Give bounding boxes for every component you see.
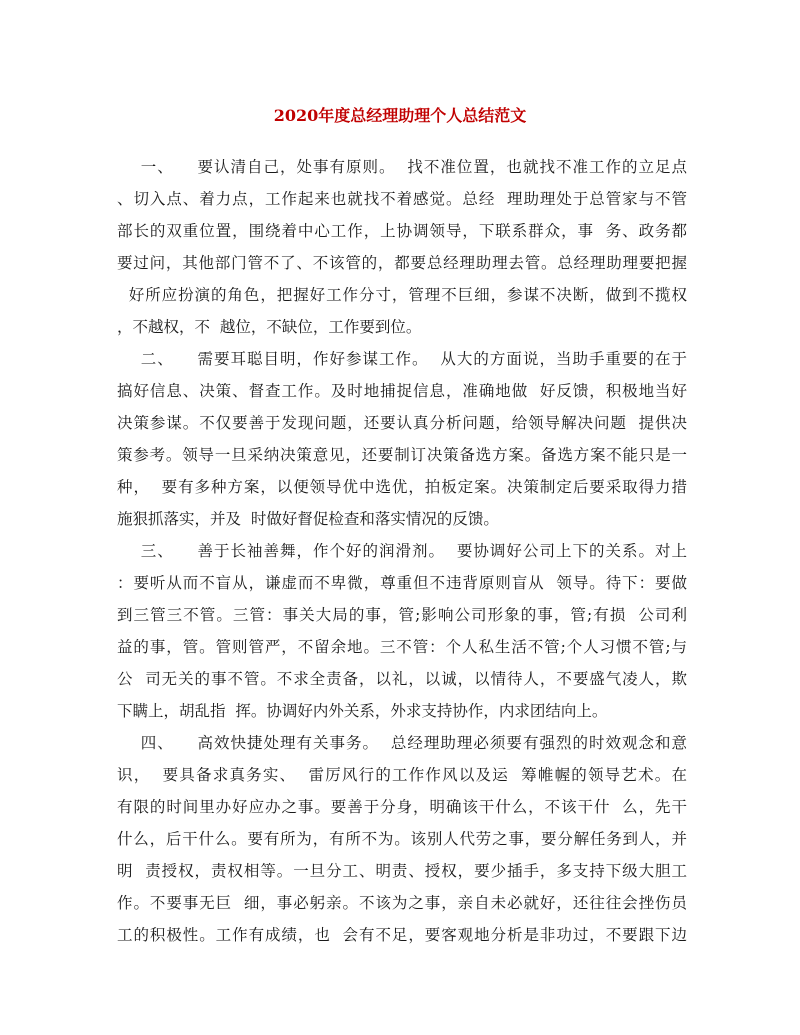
body-line: 有限的时间里办好应办之事。要善于分身，明确该干什么，不该干什 么，先干	[117, 798, 687, 816]
body-line: 、切入点、着力点，工作起来也就找不着感觉。总经 理助理处于总管家与不管	[117, 190, 687, 208]
body-line: 搞好信息、决策、督查工作。及时地捕捉信息，准确地做 好反馈，积极地当好	[117, 382, 687, 400]
body-line: 二、 需要耳聪目明，作好参谋工作。 从大的方面说，当助手重要的在于	[117, 350, 687, 368]
body-line: 下瞒上，胡乱指 挥。协调好内外关系，外求支持协作，内求团结向上。	[117, 702, 608, 720]
body-line: 施狠抓落实，并及 时做好督促检查和落实情况的反馈。	[117, 510, 499, 528]
body-line: 决策参谋。不仅要善于发现问题，还要认真分析问题，给领导解决问题 提供决	[117, 414, 687, 432]
body-line: ：要听从而不盲从，谦虚而不卑微，尊重但不违背原则盲从 领导。待下：要做	[117, 574, 687, 592]
body-line: 要过问，其他部门管不了、不该管的，都要总经理助理去管。总经理助理要把握	[117, 254, 687, 272]
document-body	[117, 151, 687, 951]
body-line: 到三管三不管。三管：事关大局的事，管;影响公司形象的事，管;有损 公司利	[117, 606, 687, 624]
body-line: 一、 要认清自己，处事有原则。 找不准位置，也就找不准工作的立足点	[117, 158, 687, 176]
body-line: 三、 善于长袖善舞，作个好的润滑剂。 要协调好公司上下的关系。对上	[117, 542, 687, 560]
body-line: 种， 要有多种方案，以便领导优中选优，拍板定案。决策制定后要采取得力措	[117, 478, 687, 496]
body-line: 四、 高效快捷处理有关事务。 总经理助理必须要有强烈的时效观念和意	[117, 734, 687, 752]
body-line: 益的事，管。管则管严，不留余地。三不管：个人私生活不管;个人习惯不管;与	[117, 638, 687, 656]
body-line: 什么，后干什么。要有所为，有所不为。该别人代劳之事，要分解任务到人，并	[117, 830, 687, 848]
document-title: 2020年度总经理助理个人总结范文	[273, 106, 527, 125]
body-line: 工的积极性。工作有成绩，也 会有不足，要客观地分析是非功过，不要跟下边	[117, 926, 687, 944]
body-line: 策参考。领导一旦采纳决策意见，还要制订决策备选方案。备选方案不能只是一	[117, 446, 687, 464]
body-line: 识， 要具备求真务实、 雷厉风行的工作作风以及运 筹帷幄的领导艺术。在	[117, 766, 687, 784]
body-line: 好所应扮演的角色，把握好工作分寸，管理不巨细，参谋不决断，做到不揽权	[117, 286, 687, 304]
body-line: 公 司无关的事不管。不求全责备，以礼，以诚，以情待人，不要盛气凌人，欺	[117, 670, 687, 688]
body-line: 部长的双重位置，围绕着中心工作，上协调领导，下联系群众，事 务、政务都	[117, 222, 687, 240]
body-line: ，不越权，不 越位，不缺位，工作要到位。	[117, 318, 422, 336]
body-line: 作。不要事无巨 细，事必躬亲。不该为之事，亲自未必就好，还往往会挫伤员	[117, 894, 687, 912]
body-line: 明 责授权，责权相等。一旦分工、明责、授权，要少插手，多支持下级大胆工	[117, 862, 687, 880]
